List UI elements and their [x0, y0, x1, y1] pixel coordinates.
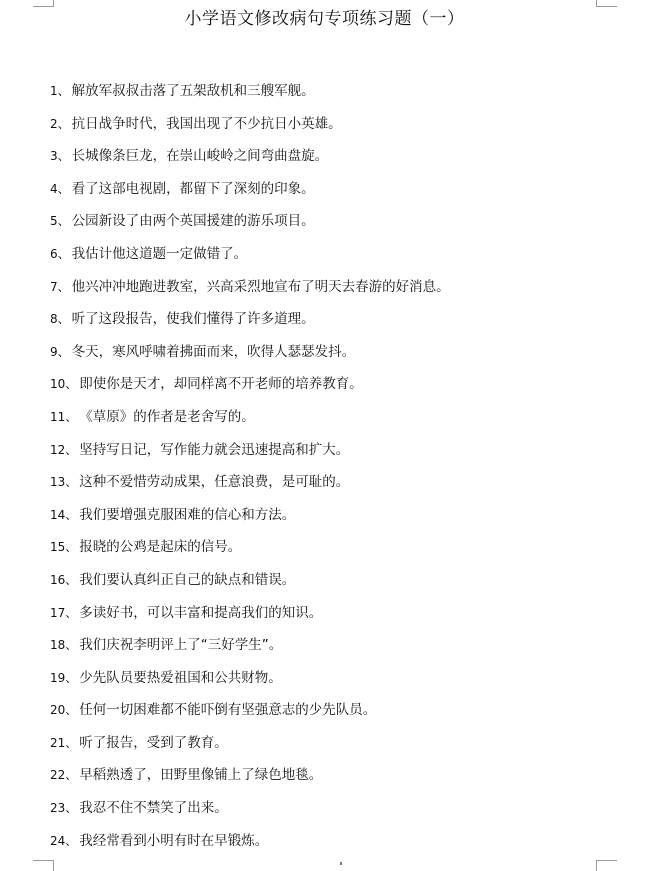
sentence-item [50, 829, 610, 862]
sentence-text: 我们要认真纠正自己的缺点和错误。 [79, 571, 296, 588]
page-title: 小学语文修改病句专项练习题（一） [184, 9, 465, 29]
sentence-item [50, 340, 610, 373]
sentence-item [50, 666, 610, 699]
sentence-text: 长城像条巨龙，在崇山峻岭之间弯曲盘旋。 [71, 148, 329, 165]
sentence-text: 我经常看到小明有时在早锻炼。 [79, 832, 269, 849]
sentence-item [50, 242, 610, 275]
sentence-item [50, 796, 610, 829]
sentence-number: 19、 [50, 670, 78, 685]
sentence-number: 5、 [50, 214, 70, 229]
sentence-number: 7、 [50, 279, 70, 294]
sentence-number: 23、 [50, 801, 78, 816]
sentence-item [50, 112, 610, 145]
sentence-text: 冬天，寒风呼啸着拂面而来，吹得人瑟瑟发抖。 [71, 343, 356, 360]
sentence-text: 我忍不住不禁笑了出来。 [79, 800, 228, 817]
sentence-number: 16、 [50, 572, 78, 587]
text-cursor-mark [340, 862, 342, 865]
sentence-text: 多读好书，可以丰富和提高我们的知识。 [79, 604, 323, 621]
sentence-text: 任何一切困难都不能吓倒有坚强意志的少先队员。 [79, 702, 377, 719]
sentence-number: 2、 [50, 116, 70, 131]
sentence-text: 这种不爱惜劳动成果，任意浪费，是可耻的。 [79, 474, 350, 491]
sentence-text: 早稻熟透了，田野里像铺上了绿色地毯。 [79, 767, 323, 784]
sentence-item [50, 405, 610, 438]
sentence-item [50, 731, 610, 764]
sentence-number: 10、 [50, 377, 78, 392]
sentence-number: 17、 [50, 605, 78, 620]
sentence-text: 我们庆祝李明评上了“三好学生”。 [79, 637, 283, 654]
sentence-item [50, 503, 610, 536]
sentence-item [50, 177, 610, 210]
sentence-item [50, 470, 610, 503]
sentence-number: 21、 [50, 735, 78, 750]
sentence-text: 少先队员要热爱祖国和公共财物。 [79, 669, 282, 686]
sentence-number: 6、 [50, 246, 70, 261]
sentence-number: 8、 [50, 312, 70, 327]
sentence-text: 报晓的公鸡是起床的信号。 [79, 539, 242, 556]
sentence-number: 13、 [50, 475, 78, 490]
sentence-item [50, 535, 610, 568]
sentence-number: 18、 [50, 638, 78, 653]
sentence-text: 即使你是天才，却同样离不开老师的培养教育。 [79, 376, 363, 393]
sentence-item [50, 79, 610, 112]
sentence-item [50, 275, 610, 308]
sentence-text: 听了这段报告，使我们懂得了许多道理。 [71, 311, 315, 328]
sentence-text: 看了这部电视剧，都留下了深刻的印象。 [71, 180, 315, 197]
sentence-item [50, 209, 610, 242]
sentence-number: 24、 [50, 833, 78, 848]
sentence-text: 《草原》的作者是老舍写的。 [79, 408, 255, 425]
sentence-item [50, 633, 610, 666]
sentence-text: 他兴冲冲地跑进教室，兴高采烈地宣布了明天去春游的好消息。 [71, 278, 450, 295]
sentence-number: 3、 [50, 149, 70, 164]
sentence-text: 听了报告，受到了教育。 [79, 734, 228, 751]
sentence-item [50, 601, 610, 634]
sentence-item [50, 763, 610, 796]
sentence-number: 1、 [50, 84, 70, 98]
sentence-number: 14、 [50, 507, 78, 522]
sentence-number: 9、 [50, 344, 70, 359]
sentence-number: 15、 [50, 540, 78, 555]
sentence-item [50, 568, 610, 601]
sentence-text: 我们要增强克服困难的信心和方法。 [79, 506, 296, 523]
sentence-item [50, 307, 610, 340]
sentence-number: 22、 [50, 768, 78, 783]
sentence-text: 我估计他这道题一定做错了。 [71, 245, 248, 262]
sentence-text: 坚持写日记，写作能力就会迅速提高和扩大。 [79, 441, 350, 458]
sentence-item [50, 372, 610, 405]
sentence-text: 抗日战争时代，我国出现了不少抗日小英雄。 [71, 115, 342, 132]
sentence-number: 4、 [50, 181, 70, 196]
sentence-number: 20、 [50, 703, 78, 718]
sentence-list [50, 79, 610, 861]
sentence-text: 公园新设了由两个英国援建的游乐项目。 [71, 213, 315, 230]
page-corner-mark-bottom-right [596, 860, 617, 871]
sentence-item [50, 144, 610, 177]
sentence-item [50, 698, 610, 731]
page-corner-mark-bottom-left [33, 860, 54, 871]
sentence-number: 11、 [50, 409, 78, 424]
sentence-text: 解放军叔叔击落了五架敌机和三艘军舰。 [71, 83, 315, 99]
sentence-item [50, 438, 610, 471]
sentence-number: 12、 [50, 442, 78, 457]
